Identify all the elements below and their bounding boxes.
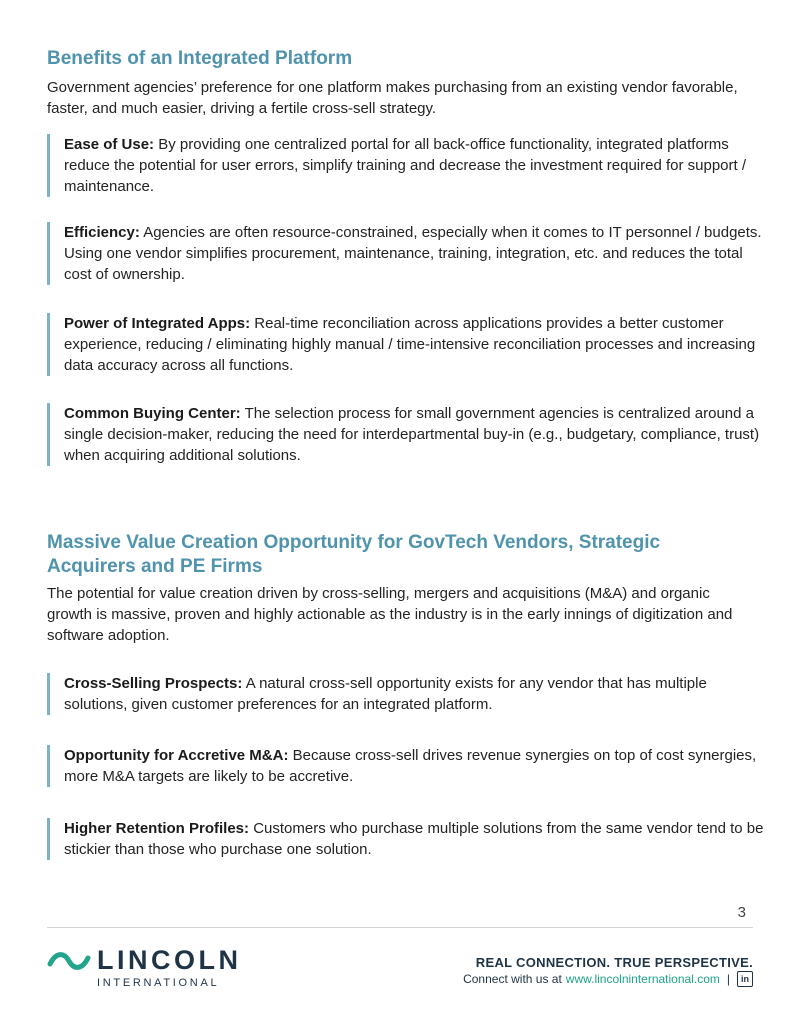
bullet-label: Higher Retention Profiles:	[64, 820, 250, 837]
connect-prefix: Connect with us at	[463, 972, 562, 986]
bullet-ease-of-use	[47, 134, 774, 197]
section-title-value-creation: Massive Value Creation Opportunity for GovTech Vendors, Strategic Acquirers and PE Firms	[47, 532, 661, 577]
website-link[interactable]: www.lincolninternational.com	[565, 972, 720, 986]
bullet-retention	[47, 818, 774, 860]
bullet-text: Because cross-sell drives revenue synergies on top of cost synergies, more M&A targets are likely to be accretive.	[64, 747, 757, 785]
bullet-label: Opportunity for Accretive M&A:	[64, 747, 289, 764]
wave-logo-icon	[47, 950, 91, 972]
bullet-text: Real-time reconciliation across applications provides a better customer experience, reducing / eliminating highly manual / time-intensive reconciliation processes and increasing data accuracy across all functions.	[64, 315, 756, 374]
linkedin-icon[interactable]: in	[737, 971, 753, 987]
lincoln-logo[interactable]	[47, 947, 277, 992]
bullet-text: By providing one centralized portal for all back-office functionality, integrated platforms reduce the potential for user errors, simplify training and decrease the investment required for support / maintenance.	[64, 136, 747, 195]
bullet-accretive-ma	[47, 745, 774, 787]
footer-tagline: REAL CONNECTION. TRUE PERSPECTIVE.	[475, 955, 753, 970]
bullet-label: Efficiency:	[64, 224, 140, 241]
bullet-integrated-apps	[47, 313, 774, 376]
bullet-label: Ease of Use:	[64, 136, 155, 153]
logo-wordmark: LINCOLN	[97, 945, 242, 975]
bullet-text: The selection process for small government agencies is centralized around a single decision-maker, reducing the need for interdepartmental buy-in (e.g., budgetary, compliance, trust) when acquiring additional solutions.	[64, 405, 760, 464]
footer-connect	[463, 971, 753, 987]
page-number: 3	[737, 904, 746, 921]
section-intro-value-creation: The potential for value creation driven by cross-selling, mergers and acquisitions (M&A) and organic growth is massive, proven and highly actionable as the industry is in the early innings of digitization and software adoption.	[47, 585, 733, 644]
section-title-benefits: Benefits of an Integrated Platform	[47, 48, 353, 69]
bullet-label: Common Buying Center:	[64, 405, 241, 422]
bullet-efficiency	[47, 222, 774, 285]
footer-divider	[47, 927, 753, 928]
bullet-cross-selling	[47, 673, 774, 715]
bullet-label: Power of Integrated Apps:	[64, 315, 251, 332]
bullet-text: Customers who purchase multiple solutions from the same vendor tend to be stickier than those who purchase one solution.	[64, 820, 764, 858]
bullet-common-buying-center	[47, 403, 774, 466]
section-intro-benefits: Government agencies’ preference for one platform makes purchasing from an existing vendor favorable, faster, and much easier, driving a fertile cross-sell strategy.	[47, 79, 738, 117]
footer-separator: |	[726, 972, 730, 986]
bullet-label: Cross-Selling Prospects:	[64, 675, 243, 692]
bullet-text: Agencies are often resource-constrained, especially when it comes to IT personnel / budgets. Using one vendor simplifies procurement, maintenance, training, integration, etc. and reduces the total cost of ownership.	[64, 224, 762, 283]
logo-subtitle: INTERNATIONAL	[97, 977, 220, 989]
bullet-text: A natural cross-sell opportunity exists for any vendor that has multiple solutions, given customer preferences for an integrated platform.	[64, 675, 707, 713]
